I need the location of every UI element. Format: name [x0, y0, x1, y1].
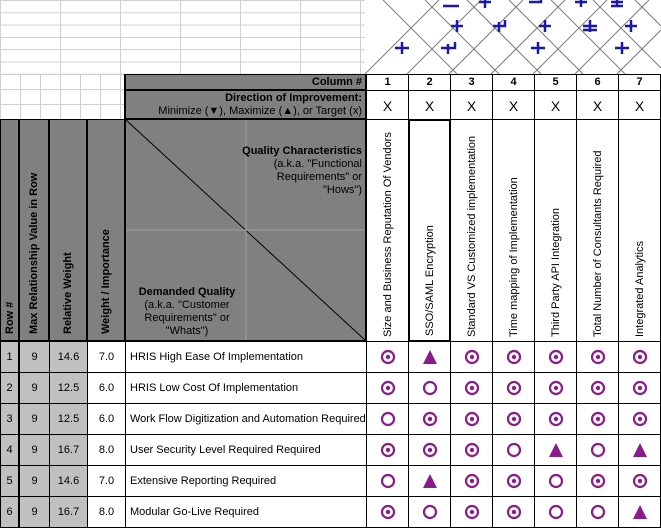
weak-relationship-triangle-icon [632, 442, 648, 458]
weak-relationship-triangle-icon [422, 473, 438, 489]
strong-relationship-icon [464, 411, 480, 427]
relationship-cell[interactable] [450, 403, 493, 435]
strong-relationship-icon [632, 411, 648, 427]
moderate-relationship-icon [422, 380, 438, 396]
max-relationship-header: Max Relationship Value in Row [19, 119, 49, 341]
relationship-cell[interactable] [450, 341, 493, 373]
relationship-cell[interactable] [576, 372, 619, 404]
relationship-cell[interactable] [408, 341, 451, 373]
column-number-7: 7 [618, 74, 661, 91]
relative-weight[interactable]: 16.7 [49, 434, 88, 466]
weight-importance[interactable]: 7.0 [87, 341, 126, 373]
quality-characteristic-label: SSO/SAML Encryption [423, 225, 436, 336]
relationship-cell[interactable] [576, 465, 619, 497]
demanded-quality-requirement[interactable]: HRIS High Ease Of Implementation [125, 341, 367, 373]
relationship-cell[interactable] [576, 403, 619, 435]
direction-subtitle: Minimize (▼), Maximize (▲), or Target (x) [158, 105, 362, 117]
relationship-cell[interactable] [366, 465, 409, 497]
relationship-cell[interactable] [618, 496, 661, 528]
max-relationship-value[interactable]: 9 [19, 465, 50, 497]
demanded-quality-requirement[interactable]: Extensive Reporting Required [125, 465, 367, 497]
strong-relationship-icon [506, 411, 522, 427]
column-number-4: 4 [492, 74, 535, 91]
weak-relationship-triangle-icon [548, 442, 564, 458]
quality-characteristic-1[interactable] [366, 119, 409, 342]
strong-relationship-icon [506, 380, 522, 396]
strong-relationship-icon [590, 411, 606, 427]
strong-relationship-icon [380, 504, 396, 520]
strong-relationship-icon [506, 473, 522, 489]
strong-relationship-icon [380, 349, 396, 365]
strong-relationship-icon [590, 349, 606, 365]
relationship-cell[interactable] [534, 434, 577, 466]
relationship-cell[interactable] [366, 403, 409, 435]
demanded-quality-requirement[interactable]: Modular Go-Live Required [125, 496, 367, 528]
quality-characteristic-5[interactable] [534, 119, 577, 342]
weight-importance[interactable]: 8.0 [87, 434, 126, 466]
row-number[interactable]: 5 [0, 465, 19, 497]
relationship-cell[interactable] [618, 403, 661, 435]
relative-weight[interactable]: 14.6 [49, 465, 88, 497]
relative-weight[interactable]: 12.5 [49, 372, 88, 404]
relationship-cell[interactable] [534, 465, 577, 497]
relationship-cell[interactable] [618, 372, 661, 404]
left-header-blank [0, 74, 125, 119]
weak-relationship-triangle-icon [422, 349, 438, 365]
max-relationship-value[interactable]: 9 [19, 372, 50, 404]
max-relationship-value[interactable]: 9 [19, 341, 50, 373]
column-number-label: Column # [125, 74, 366, 90]
strong-relationship-icon [548, 349, 564, 365]
demanded-quality-requirement[interactable]: HRIS Low Cost Of Implementation [125, 372, 367, 404]
relationship-cell[interactable] [408, 372, 451, 404]
relationship-cell[interactable] [450, 465, 493, 497]
relationship-cell[interactable] [366, 434, 409, 466]
quality-characteristic-7[interactable] [618, 119, 661, 342]
weight-importance-header: Weight / Importance [87, 119, 125, 341]
weight-importance[interactable]: 8.0 [87, 496, 126, 528]
demanded-quality-requirement[interactable]: Work Flow Digitization and Automation Required [125, 403, 367, 435]
quality-characteristic-label: Size and Business Reputation Of Vendors [381, 132, 394, 337]
direction-cell-3[interactable]: X [450, 90, 493, 120]
moderate-relationship-icon [380, 473, 396, 489]
relationship-cell[interactable] [534, 403, 577, 435]
relationship-cell[interactable] [492, 465, 535, 497]
demanded-quality-label: Demanded Quality (a.k.a. "Customer Requirements" or "Whats") [138, 286, 236, 337]
column-number-1: 1 [366, 74, 409, 91]
relationship-cell[interactable] [534, 372, 577, 404]
moderate-relationship-icon [380, 411, 396, 427]
direction-cell-2[interactable]: X [408, 90, 451, 120]
column-number-5: 5 [534, 74, 577, 91]
strong-relationship-icon [422, 442, 438, 458]
direction-cell-6[interactable]: X [576, 90, 619, 120]
relationship-cell[interactable] [366, 496, 409, 528]
spreadsheet-grid [0, 0, 365, 74]
strong-relationship-icon [590, 380, 606, 396]
column-number-2: 2 [408, 74, 451, 91]
moderate-relationship-icon [422, 504, 438, 520]
row-number[interactable]: 4 [0, 434, 19, 466]
moderate-relationship-icon [590, 442, 606, 458]
row-number[interactable]: 2 [0, 372, 19, 404]
quality-characteristic-label: Standard VS Customized implementation [465, 135, 478, 337]
quality-characteristic-label: Time mapping of Implementation [507, 177, 520, 337]
strong-relationship-icon [464, 473, 480, 489]
quality-characteristics-label: Quality Characteristics (a.k.a. "Functional Requirements" or "Hows") [242, 145, 362, 196]
relationship-cell[interactable] [618, 341, 661, 373]
quality-characteristic-label: Third Party API Integration [549, 207, 562, 337]
relative-weight-header: Relative Weight [49, 119, 87, 341]
strong-relationship-icon [632, 473, 648, 489]
relationship-cell[interactable] [492, 434, 535, 466]
quality-characteristic-2[interactable] [408, 119, 451, 342]
relationship-cell[interactable] [408, 434, 451, 466]
quality-characteristic-6[interactable] [576, 119, 619, 342]
strong-relationship-icon [548, 411, 564, 427]
strong-relationship-icon [464, 504, 480, 520]
correlation-roof [365, 0, 661, 74]
relationship-cell[interactable] [618, 434, 661, 466]
moderate-relationship-icon [548, 473, 564, 489]
strong-relationship-icon [506, 504, 522, 520]
relationship-cell[interactable] [492, 341, 535, 373]
direction-cell-7[interactable]: X [618, 90, 661, 120]
strong-relationship-icon [464, 380, 480, 396]
relationship-cell[interactable] [408, 496, 451, 528]
max-relationship-value[interactable]: 9 [19, 403, 50, 435]
relationship-cell[interactable] [366, 341, 409, 373]
relationship-cell[interactable] [450, 434, 493, 466]
max-relationship-value[interactable]: 9 [19, 434, 50, 466]
relative-weight[interactable]: 14.6 [49, 341, 88, 373]
relationship-cell[interactable] [492, 403, 535, 435]
column-number-3: 3 [450, 74, 493, 91]
direction-cell-4[interactable]: X [492, 90, 535, 120]
relationship-cell[interactable] [576, 496, 619, 528]
demanded-quality-requirement[interactable]: User Security Level Required Required [125, 434, 367, 466]
relationship-cell[interactable] [366, 372, 409, 404]
max-relationship-value[interactable]: 9 [19, 496, 50, 528]
relationship-cell[interactable] [534, 341, 577, 373]
quality-characteristic-3[interactable] [450, 119, 493, 342]
quality-characteristic-4[interactable] [492, 119, 535, 342]
relationship-cell[interactable] [618, 465, 661, 497]
roof-plus-mark [479, 0, 491, 8]
quality-diagonal-box [125, 119, 366, 341]
weak-relationship-triangle-icon [632, 504, 648, 520]
strong-relationship-icon [464, 349, 480, 365]
row-number[interactable]: 1 [0, 341, 19, 373]
relationship-cell[interactable] [408, 465, 451, 497]
relationship-cell[interactable] [576, 341, 619, 373]
relative-weight[interactable]: 12.5 [49, 403, 88, 435]
relative-weight[interactable]: 16.7 [49, 496, 88, 528]
strong-relationship-icon [380, 380, 396, 396]
row-number[interactable]: 6 [0, 496, 19, 528]
weight-importance[interactable]: 6.0 [87, 403, 126, 435]
direction-title: Direction of Improvement: [225, 92, 362, 104]
moderate-relationship-icon [548, 504, 564, 520]
relationship-cell[interactable] [492, 496, 535, 528]
weight-importance[interactable]: 6.0 [87, 372, 126, 404]
weight-importance[interactable]: 7.0 [87, 465, 126, 497]
strong-relationship-icon [422, 411, 438, 427]
row-number-header: Row # [0, 119, 19, 341]
row-number[interactable]: 3 [0, 403, 19, 435]
direction-cell-5[interactable]: X [534, 90, 577, 120]
moderate-relationship-icon [590, 504, 606, 520]
relationship-cell[interactable] [534, 496, 577, 528]
direction-cell-1[interactable]: X [366, 90, 409, 120]
strong-relationship-icon [548, 380, 564, 396]
relationship-cell[interactable] [576, 434, 619, 466]
strong-relationship-icon [506, 349, 522, 365]
relationship-cell[interactable] [450, 372, 493, 404]
quality-characteristic-label: Total Number of Consultants Required [591, 150, 604, 337]
strong-relationship-icon [632, 380, 648, 396]
strong-relationship-icon [380, 442, 396, 458]
moderate-relationship-icon [506, 442, 522, 458]
strong-relationship-icon [632, 349, 648, 365]
strong-relationship-icon [464, 442, 480, 458]
direction-of-improvement-header [125, 90, 366, 119]
relationship-cell[interactable] [450, 496, 493, 528]
column-number-6: 6 [576, 74, 619, 91]
relationship-cell[interactable] [492, 372, 535, 404]
quality-characteristic-label: Integrated Analytics [633, 240, 646, 337]
strong-relationship-icon [590, 473, 606, 489]
relationship-cell[interactable] [408, 403, 451, 435]
